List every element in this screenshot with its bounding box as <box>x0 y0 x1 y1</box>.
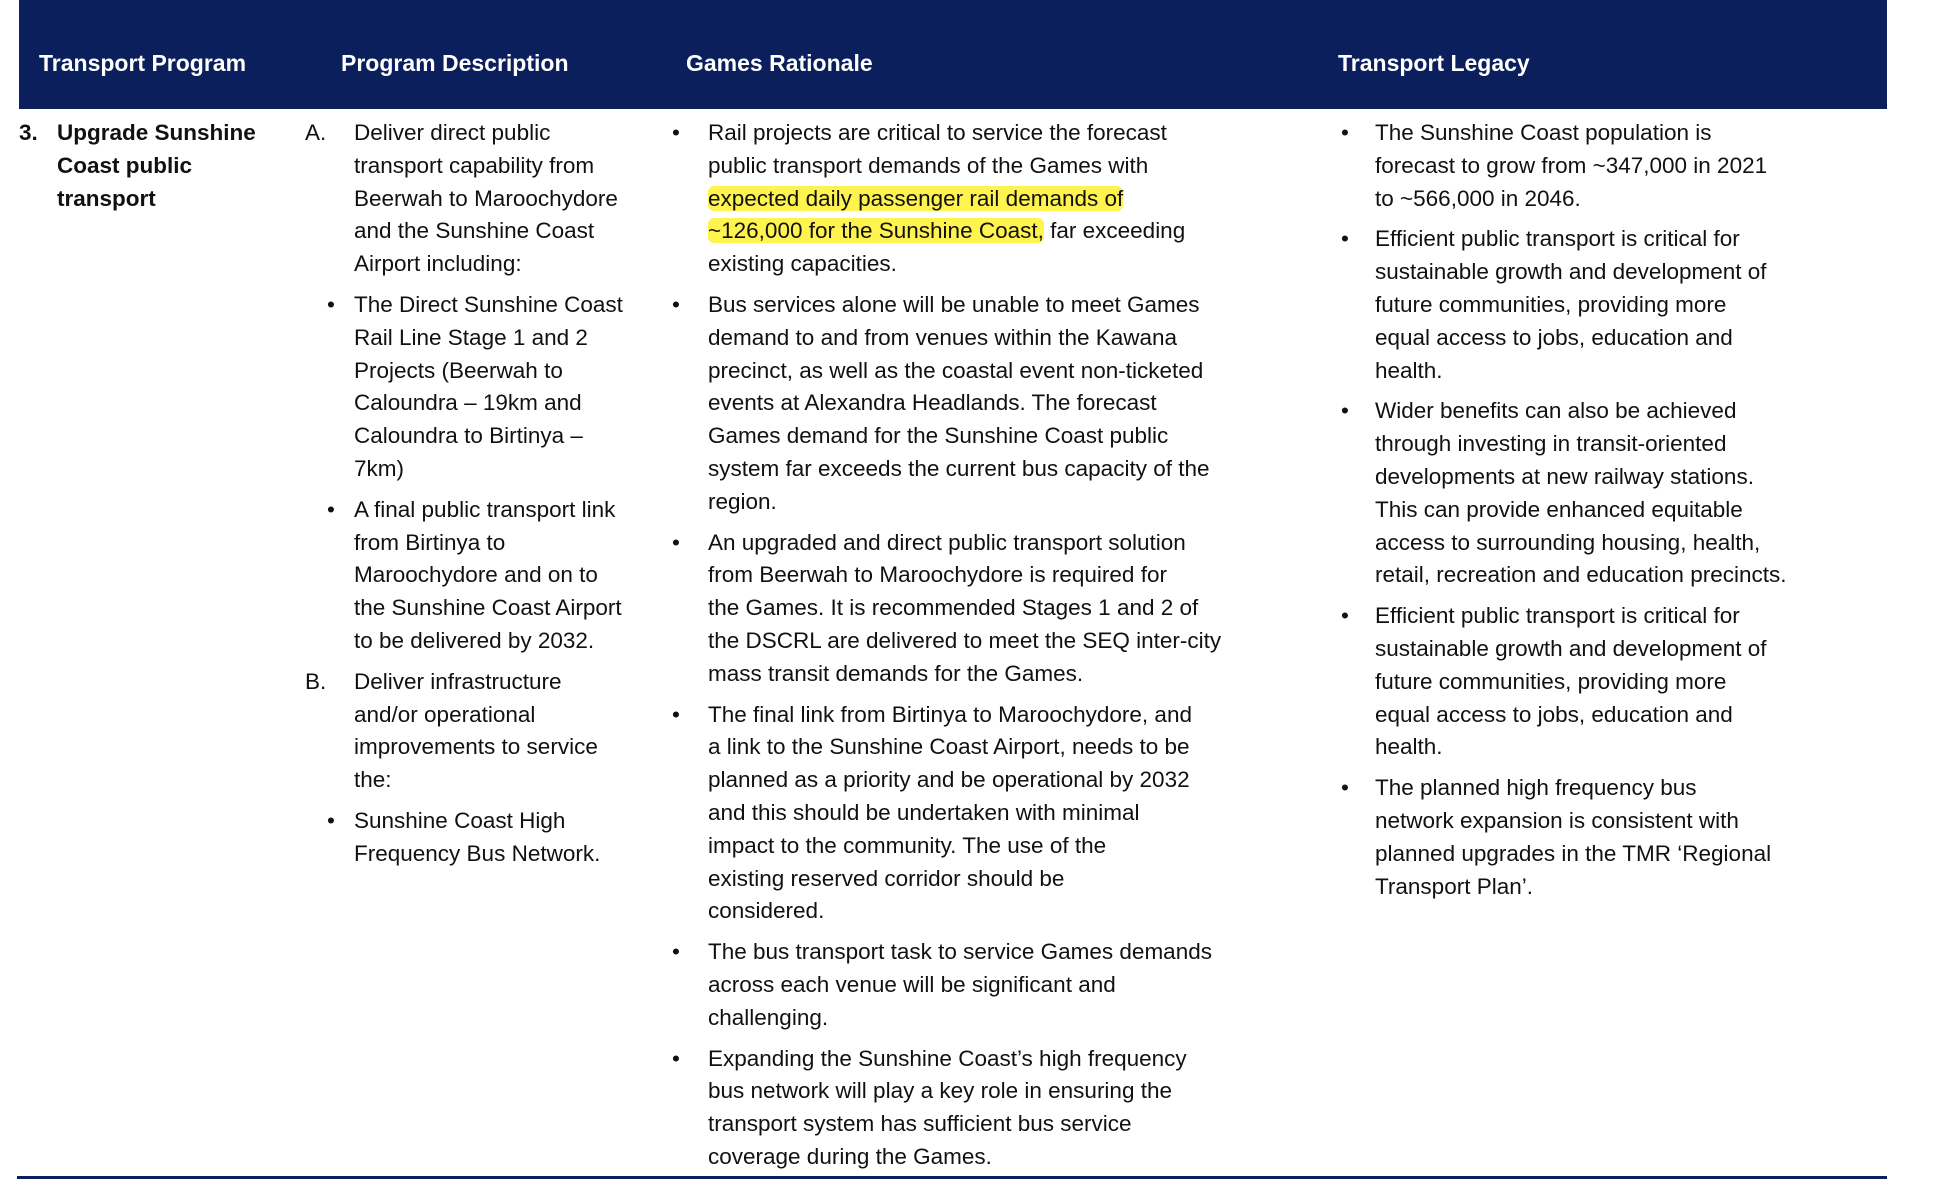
program-number: 3. <box>19 120 38 145</box>
list-item-text <box>354 494 665 658</box>
text-line: across each venue will be significant and <box>708 971 1116 997</box>
text-line: The Direct Sunshine Coast <box>354 291 623 317</box>
text-line: sustainable growth and development of <box>1375 635 1767 661</box>
list-item-text <box>1375 395 1861 592</box>
text-line: Bus services alone will be unable to meet Games <box>708 291 1200 317</box>
list-item <box>1341 395 1861 592</box>
text-line: Transport Plan’. <box>1375 873 1533 899</box>
text-line: retail, recreation and education precincts. <box>1375 562 1787 588</box>
program-title-line: Upgrade Sunshine <box>57 120 256 145</box>
text-line: to ~566,000 in 2046. <box>1375 185 1581 211</box>
text-line: forecast to grow from ~347,000 in 2021 <box>1375 152 1768 178</box>
text-line: from Birtinya to <box>354 529 506 555</box>
text-line: Maroochydore and on to <box>354 562 598 588</box>
text-line: the DSCRL are delivered to meet the SEQ inter-city <box>708 627 1222 653</box>
list-item <box>672 699 1282 929</box>
bullet-icon: • <box>1341 603 1349 629</box>
text-line: The Sunshine Coast population is <box>1375 120 1712 145</box>
header-games-rationale: Games Rationale <box>686 50 873 76</box>
text-line: health. <box>1375 734 1443 760</box>
table-header <box>19 0 1887 109</box>
text-line: Frequency Bus Network. <box>354 840 601 866</box>
text-line: Games demand for the Sunshine Coast public <box>708 423 1169 449</box>
text-line: existing reserved corridor should be <box>708 865 1065 891</box>
text-line: The final link from Birtinya to Maroochydore, and <box>708 701 1192 727</box>
list-item <box>305 289 665 486</box>
list-item <box>672 117 1282 281</box>
text-line: network expansion is consistent with <box>1375 807 1739 833</box>
list-item-text <box>708 1043 1282 1174</box>
text-line: and the Sunshine Coast <box>354 218 595 244</box>
list-item-text <box>354 289 665 486</box>
list-item-text <box>708 699 1282 929</box>
program-description-cell <box>305 117 665 879</box>
text-line: planned as a priority and be operational by 2032 <box>708 767 1190 793</box>
text-line: and this should be undertaken with minimal <box>708 799 1140 825</box>
text-line: region. <box>708 488 777 514</box>
highlighted-text: expected daily passenger rail demands of <box>708 185 1124 211</box>
text-line: Wider benefits can also be achieved <box>1375 398 1737 424</box>
text-line: coverage during the Games. <box>708 1143 992 1169</box>
header-program-description: Program Description <box>341 50 569 76</box>
text-segment: far exceeding <box>1043 218 1186 244</box>
text-line: Caloundra to Birtinya – <box>354 423 583 449</box>
list-item <box>1341 223 1861 387</box>
list-marker: A. <box>305 120 327 145</box>
bullet-icon: • <box>1341 120 1349 145</box>
text-line: through investing in transit-oriented <box>1375 431 1727 457</box>
text-line: transport system has sufficient bus service <box>708 1111 1132 1137</box>
bullet-icon: • <box>672 939 680 965</box>
text-line: demand to and from venues within the Kawana <box>708 324 1178 350</box>
highlighted-text: ~126,000 for the Sunshine Coast, <box>708 218 1044 244</box>
text-line: and/or operational <box>354 701 536 727</box>
text-line <box>708 215 1282 248</box>
text-line: equal access to jobs, education and <box>1375 701 1733 727</box>
bullet-icon: • <box>1341 398 1349 424</box>
list-item <box>305 666 665 797</box>
list-item <box>672 936 1282 1034</box>
text-line: the: <box>354 767 392 793</box>
text-line: challenging. <box>708 1004 829 1030</box>
text-line: health. <box>1375 357 1443 383</box>
text-line: access to surrounding housing, health, <box>1375 529 1761 555</box>
list-item-text <box>708 936 1282 1034</box>
text-line: Caloundra – 19km and <box>354 390 582 416</box>
list-item-text <box>708 289 1282 519</box>
text-line: Rail Line Stage 1 and 2 <box>354 324 588 350</box>
list-item <box>1341 772 1861 903</box>
header-transport-program: Transport Program <box>39 50 247 76</box>
text-line: The bus transport task to service Games demands <box>708 939 1212 965</box>
text-line: from Beerwah to Maroochydore is required for <box>708 562 1167 588</box>
program-cell <box>19 117 279 215</box>
program-title-line: transport <box>57 185 156 211</box>
text-line: equal access to jobs, education and <box>1375 324 1733 350</box>
list-item <box>1341 117 1861 215</box>
text-line: Expanding the Sunshine Coast’s high frequency <box>708 1045 1187 1071</box>
bullet-icon: • <box>1341 226 1349 252</box>
list-item-text <box>708 527 1282 691</box>
text-line: the Games. It is recommended Stages 1 and 2 of <box>708 595 1199 621</box>
text-line: future communities, providing more <box>1375 668 1727 694</box>
list-item-text <box>354 666 665 797</box>
text-line: system far exceeds the current bus capacity of the <box>708 455 1210 481</box>
list-item-text <box>1375 772 1861 903</box>
list-item-text <box>354 805 665 871</box>
bullet-icon: • <box>672 701 680 727</box>
list-item <box>672 289 1282 519</box>
bullet-icon: • <box>672 120 680 145</box>
bullet-icon: • <box>327 291 335 317</box>
table-bottom-rule <box>17 1176 1887 1179</box>
text-line: Deliver direct public <box>354 120 551 145</box>
bullet-icon: • <box>672 1045 680 1071</box>
text-line: Rail projects are critical to service the forecast <box>708 120 1167 145</box>
text-line: An upgraded and direct public transport solution <box>708 529 1186 555</box>
list-item <box>305 494 665 658</box>
bullet-icon: • <box>1341 775 1349 801</box>
list-item-text <box>1375 117 1861 215</box>
text-line: A final public transport link <box>354 496 616 522</box>
text-line: precinct, as well as the coastal event non-ticketed <box>708 357 1204 383</box>
list-item-text <box>1375 223 1861 387</box>
bullet-icon: • <box>672 529 680 555</box>
program-title-line: Coast public <box>57 152 193 178</box>
text-line: existing capacities. <box>708 251 897 277</box>
list-item-text <box>708 117 1282 281</box>
bullet-icon: • <box>327 807 335 833</box>
text-line: Airport including: <box>354 251 522 277</box>
text-line: public transport demands of the Games with <box>708 152 1149 178</box>
list-item <box>305 117 665 281</box>
text-line: improvements to service <box>354 734 598 760</box>
text-line: developments at new railway stations. <box>1375 463 1754 489</box>
text-line: sustainable growth and development of <box>1375 259 1767 285</box>
games-rationale-cell <box>672 117 1282 1182</box>
list-item-text <box>1375 600 1861 764</box>
bullet-icon: • <box>672 291 680 317</box>
text-line: planned upgrades in the TMR ‘Regional <box>1375 840 1772 866</box>
list-item <box>672 527 1282 691</box>
text-line: The planned high frequency bus <box>1375 775 1697 801</box>
text-line: impact to the community. The use of the <box>708 832 1107 858</box>
list-item-text <box>354 117 665 281</box>
text-line: Efficient public transport is critical for <box>1375 603 1740 629</box>
text-line: Sunshine Coast High <box>354 807 566 833</box>
transport-legacy-cell <box>1341 117 1861 911</box>
text-line: a link to the Sunshine Coast Airport, needs to be <box>708 734 1190 760</box>
list-item <box>305 805 665 871</box>
list-item <box>672 1043 1282 1174</box>
text-line <box>708 183 1282 216</box>
text-line: bus network will play a key role in ensuring the <box>708 1078 1172 1104</box>
text-line: mass transit demands for the Games. <box>708 660 1084 686</box>
text-line: 7km) <box>354 455 404 481</box>
list-marker: B. <box>305 668 327 694</box>
text-line: the Sunshine Coast Airport <box>354 595 622 621</box>
text-line: considered. <box>708 898 825 924</box>
text-line: Beerwah to Maroochydore <box>354 185 618 211</box>
bullet-icon: • <box>327 496 335 522</box>
text-line: Projects (Beerwah to <box>354 357 563 383</box>
text-line: future communities, providing more <box>1375 291 1727 317</box>
text-line: This can provide enhanced equitable <box>1375 496 1743 522</box>
text-line: Deliver infrastructure <box>354 668 562 694</box>
program-title <box>57 117 279 215</box>
text-line: to be delivered by 2032. <box>354 627 595 653</box>
text-line: events at Alexandra Headlands. The forecast <box>708 390 1157 416</box>
text-line: Efficient public transport is critical for <box>1375 226 1740 252</box>
text-line: transport capability from <box>354 152 595 178</box>
list-item <box>1341 600 1861 764</box>
header-transport-legacy: Transport Legacy <box>1338 50 1530 76</box>
